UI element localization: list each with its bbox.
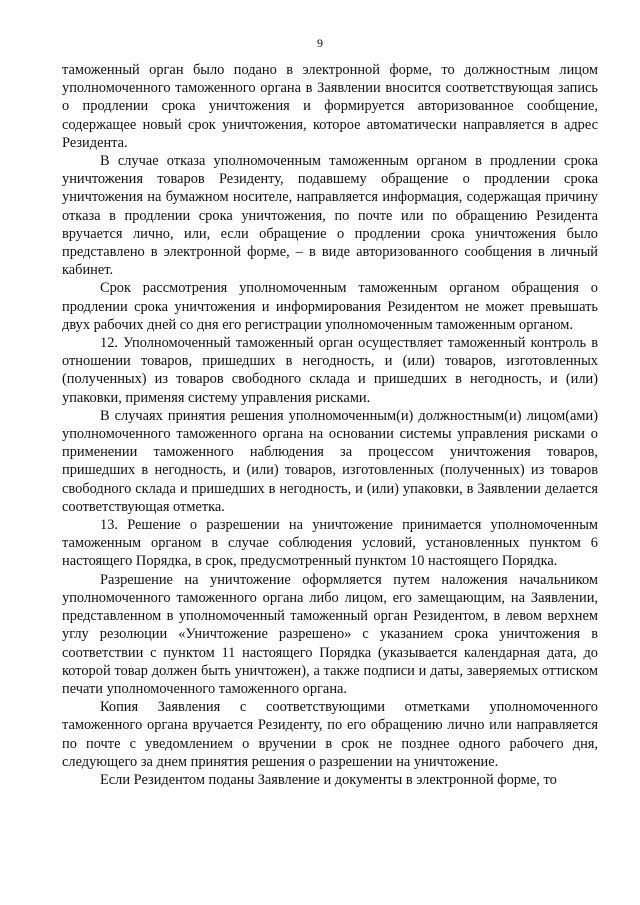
page-number: 9 <box>317 36 323 50</box>
paragraph-electronic-submission: Если Резидентом поданы Заявление и документы в электронной форме, то <box>100 771 557 788</box>
paragraph-refusal-notice: В случае отказа уполномоченным таможенным органом в продлении срока уничтожения товаров Резиденту, подавшему обращение о продлении срока уничтожения на бумажном носителе, направляется информация, содержащая причину отказа в продлении срока уничтожения, по почте или по обращению Резидента вручается лично, или, если обращение о продлении срока уничтожения было представлено в электронной форме, – в виде авторизованного сообщения в личный кабинет. <box>62 153 598 279</box>
document-body <box>62 61 598 789</box>
paragraph-customs-observation: В случаях принятия решения уполномоченным(и) должностным(и) лицом(ами) уполномоченного таможенного органа на основании системы управления рисками о применении таможенного наблюдения за процессом уничтожения товаров, пришедших в негодность, и (или) товаров, изготовленных (полученных) из товаров свободного склада и пришедших в негодность, и (или) упаковки, в Заявлении делается соответствующая отметка. <box>62 407 598 515</box>
paragraph-item-13: 13. Решение о разрешении на уничтожение принимается уполномоченным таможенным органом в случае соблюдения условий, установленных пунктом 6 настоящего Порядка, в срок, предусмотренный пунктом 10 настоящего Порядка. <box>62 517 598 570</box>
paragraph-permission-resolution: Разрешение на уничтожение оформляется путем наложения начальником уполномоченного таможенного органа либо лицом, его замещающим, на Заявлении, представленном в уполномоченный таможенный орган Резидентом, в левом верхнем углу резолюции «Уничтожение разрешено» с указанием срока уничтожения в соответствии с пунктом 11 настоящего Порядка (указывается календарная дата, до которой товар должен быть уничтожен), а также подписи и даты, заверяемых оттиском печати уполномоченного таможенного органа. <box>62 571 598 697</box>
paragraph-item-12: 12. Уполномоченный таможенный орган осуществляет таможенный контроль в отношении товаров, пришедших в негодность, и (или) товаров, изготовленных (полученных) из товаров свободного склада и пришедших в негодность, и (или) упаковки, применяя систему управления рисками. <box>62 335 598 406</box>
paragraph-review-period: Срок рассмотрения уполномоченным таможенным органом обращения о продлении срока уничтожения и информирования Резидентом не может превышать двух рабочих дней со дня его регистрации уполномоченным таможенным органом. <box>62 280 598 333</box>
paragraph-continuation: таможенный орган было подано в электронной форме, то должностным лицом уполномоченного таможенного органа в Заявлении вносится соответствующая запись о продлении срока уничтожения и формируется авторизованное сообщение, содержащее новый срок уничтожения, которое автоматически направляется в адрес Резидента. <box>62 62 598 151</box>
paragraph-application-copy: Копия Заявления с соответствующими отметками уполномоченного таможенного органа вручается Резиденту, по его обращению лично или направляется по почте с уведомлением о вручении в срок не позднее одного рабочего дня, следующего за днем принятия решения о разрешении на уничтожение. <box>62 699 598 770</box>
